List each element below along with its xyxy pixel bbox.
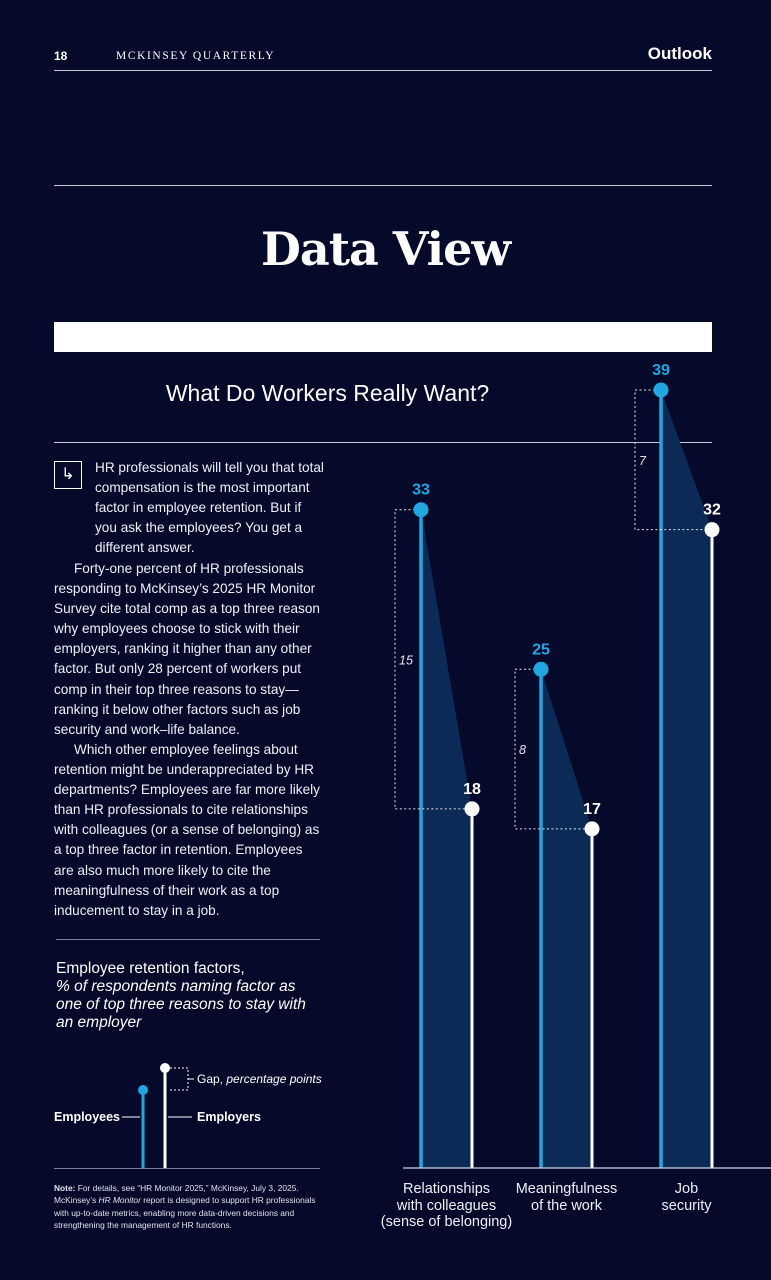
- page-number: 18: [54, 49, 68, 63]
- gap-label-2: 7: [639, 453, 646, 468]
- employers-dot-0: [465, 801, 480, 816]
- bar-fill-1: [541, 669, 592, 1168]
- employers-value-2: 32: [703, 501, 721, 519]
- legend-title-text: Employee retention factors,: [56, 960, 245, 977]
- body-paragraph-3: Which other employee feelings about retention might be underappreciated by HR departments? Employees are far more likely than HR professionals to cite relationships with colleagues (or a sense of belonging) as a top three factor in retention. Employees are also much more likely to cite the meaningfulness of their work as a top inducement to stay in a job.: [54, 742, 320, 918]
- employers-value-1: 17: [583, 800, 601, 818]
- chart-headline: What Do Workers Really Want?: [165, 380, 490, 406]
- category-label-1-line-1: of the work: [531, 1197, 602, 1214]
- section-name: Outlook: [647, 44, 712, 63]
- gap-label-0: 15: [399, 653, 413, 668]
- footnote-text-b: report is designed to support HR professionals with up-to-date metrics, enabling more data-driven decisions and strengthening the management of HR functions.: [54, 1195, 316, 1230]
- page-title: Data View: [261, 222, 510, 276]
- category-label-1-line-0: Meaningfulness: [515, 1181, 618, 1197]
- category-label-2: [617, 1181, 757, 1214]
- legend-gap-label-text: Gap,: [197, 1072, 224, 1086]
- publication-name: MCKINSEY QUARTERLY: [116, 50, 276, 62]
- category-label-0-line-2: (sense of belonging): [380, 1214, 513, 1230]
- employees-dot-0: [414, 502, 429, 517]
- employees-value-1: 25: [532, 641, 550, 659]
- category-label-0-line-0: Relationships: [402, 1181, 491, 1197]
- category-label-0-line-1: with colleagues: [396, 1197, 497, 1214]
- employers-dot-1: [585, 821, 600, 836]
- employers-value-0: 18: [463, 780, 481, 798]
- footnote-label: Note:: [54, 1183, 76, 1193]
- legend-subtitle: % of respondents naming factor as one of top three reasons to stay with an employer: [56, 978, 306, 1031]
- arrow-icon: ↳: [54, 461, 82, 489]
- employees-dot-2: [654, 383, 669, 398]
- employees-dot-1: [534, 662, 549, 677]
- legend-gap-unit: percentage points: [226, 1072, 322, 1086]
- category-label-1: [497, 1181, 637, 1214]
- legend-employees-label: Employees: [54, 1110, 121, 1124]
- category-label-2-line-0: Job: [674, 1181, 699, 1197]
- category-label-2-line-1: security: [661, 1197, 712, 1214]
- body-paragraph-1-text: HR professionals will tell you that total compensation is the most important factor in employee retention. But if you ask the employees? You get a different answer.: [95, 460, 324, 556]
- category-label-0: [377, 1181, 517, 1231]
- footnote-text-a: For details, see “HR Monitor 2025,” McKinsey, July 3, 2025. McKinsey’s: [54, 1183, 299, 1206]
- employees-value-0: 33: [412, 481, 430, 499]
- legend-employers-label: Employers: [197, 1110, 261, 1124]
- body-paragraph-2: Forty-one percent of HR professionals responding to McKinsey’s 2025 HR Monitor Survey cite total comp as a top three reason why employees choose to stick with their employers, ranking it higher than any other factor. But only 28 percent of workers put comp in their top three reasons to stay— ranking it below other factors such as job security and work–life balance.: [54, 561, 320, 737]
- employees-value-2: 39: [652, 362, 670, 379]
- employers-dot-2: [705, 522, 720, 537]
- footnote-italic: HR Monitor: [98, 1195, 141, 1206]
- bar-fill-0: [421, 510, 472, 1168]
- gap-label-1: 8: [519, 743, 526, 758]
